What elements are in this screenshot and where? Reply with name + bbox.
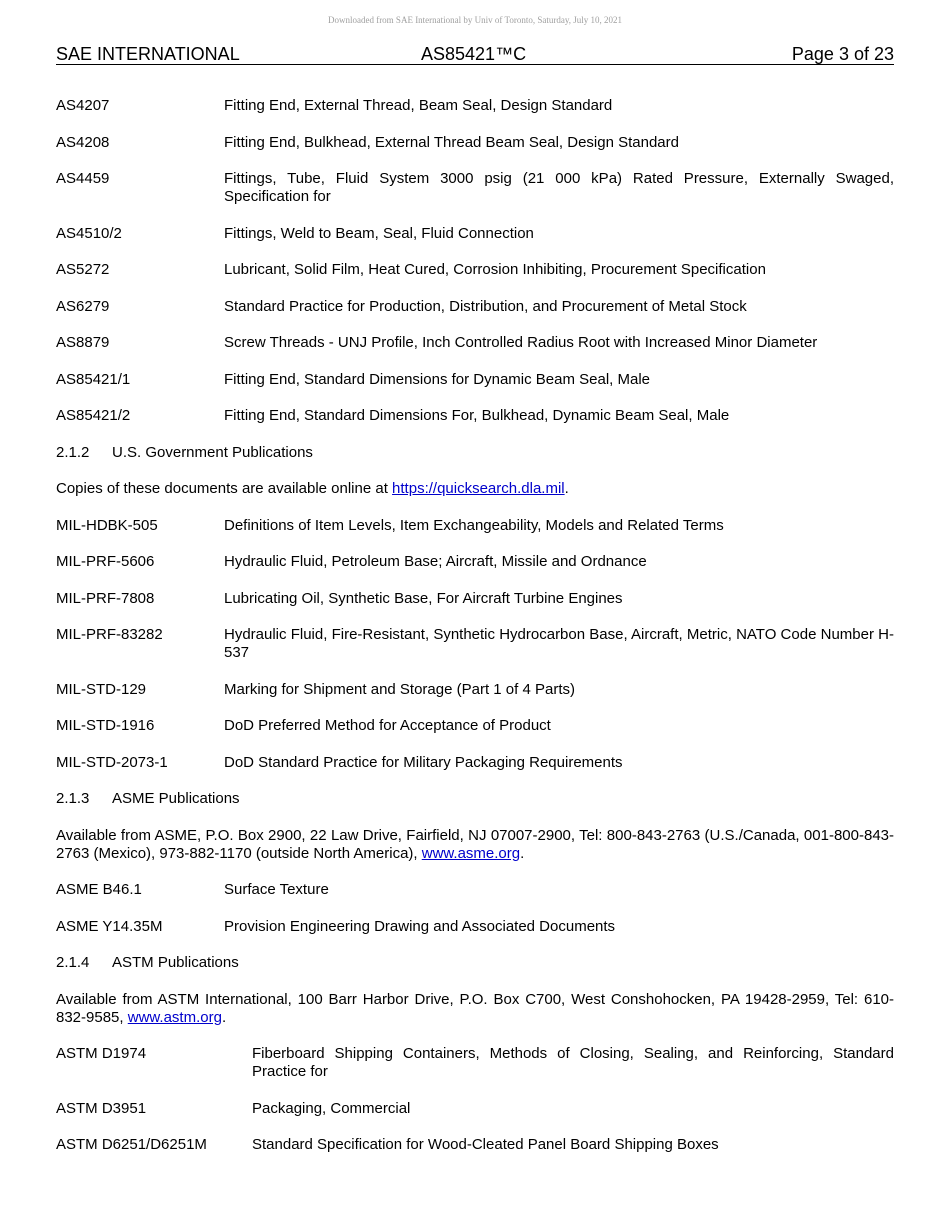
reference-description: DoD Standard Practice for Military Packaging Requirements [224, 753, 623, 771]
intro-text: Copies of these documents are available online at [56, 480, 393, 497]
section-number: 2.1.4 [56, 954, 90, 971]
intro-end: . [221, 1008, 227, 1026]
reference-entry [56, 170, 894, 206]
reference-code: MIL-STD-2073-1 [56, 753, 168, 771]
reference-code: ASME Y14.35M [56, 917, 163, 935]
reference-description: Fiberboard Shipping Containers, Methods of Closing, Sealing, and Reinforcing, Standard Practice for [252, 1045, 894, 1080]
reference-description: Fittings, Tube, Fluid System 3000 psig (21 000 kPa) Rated Pressure, Externally Swaged, Specification for [224, 170, 894, 205]
reference-entry [56, 225, 894, 243]
reference-description: Provision Engineering Drawing and Associated Documents [224, 917, 616, 935]
document-body [56, 97, 894, 1173]
section-title: ASME Publications [112, 790, 240, 807]
reference-entry [56, 681, 894, 699]
reference-entry [56, 1045, 894, 1081]
reference-entry [56, 881, 894, 899]
reference-entry [56, 590, 894, 608]
reference-description: Definitions of Item Levels, Item Exchangeability, Models and Related Terms [224, 516, 724, 534]
section-intro-astm [56, 991, 894, 1027]
reference-code: ASME B46.1 [56, 881, 142, 898]
reference-code: MIL-PRF-83282 [56, 626, 163, 643]
reference-description: Lubricant, Solid Film, Heat Cured, Corrosion Inhibiting, Procurement Specification [224, 261, 766, 278]
asme-link[interactable]: www.asme.org [421, 844, 521, 862]
reference-code: MIL-STD-1916 [56, 717, 155, 734]
reference-description: DoD Preferred Method for Acceptance of Product [224, 717, 551, 734]
header-document-number: AS85421™C [421, 44, 527, 64]
astm-link[interactable]: www.astm.org [127, 1008, 222, 1026]
section-heading-astm [56, 954, 894, 972]
reference-code: ASTM D6251/D6251M [56, 1136, 207, 1153]
header-organization: SAE INTERNATIONAL [56, 44, 240, 64]
reference-entry [56, 918, 894, 936]
intro-text: Available from ASME, P.O. Box 2900, 22 Law Drive, Fairfield, NJ 07007-2900, Tel: 800-843-2763 (U.S./Canada, 001-800-843-2763 (Mexico), 973-882-1170 (outside North America), [56, 826, 894, 862]
quicksearch-link[interactable]: https://quicksearch.dla.mil [392, 480, 565, 497]
reference-entry [56, 298, 894, 316]
reference-description: Screw Threads - UNJ Profile, Inch Controlled Radius Root with Increased Minor Diameter [224, 334, 818, 351]
reference-entry [56, 334, 894, 352]
reference-description: Standard Practice for Production, Distribution, and Procurement of Metal Stock [224, 297, 747, 315]
reference-entry [56, 517, 894, 535]
section-intro-government [56, 480, 894, 498]
header-page-number: Page 3 of 23 [791, 44, 894, 64]
reference-description: Marking for Shipment and Storage (Part 1 of 4 Parts) [224, 680, 575, 698]
reference-code: AS4208 [56, 133, 110, 151]
reference-entry [56, 1136, 894, 1154]
intro-end: . [520, 844, 525, 862]
reference-description: Fitting End, Standard Dimensions For, Bulkhead, Dynamic Beam Seal, Male [224, 407, 730, 424]
section-intro-asme [56, 827, 894, 863]
section-title: U.S. Government Publications [112, 443, 313, 461]
reference-entry [56, 1100, 894, 1118]
page-header [56, 44, 894, 65]
reference-entry [56, 134, 894, 152]
reference-code: AS4510/2 [56, 224, 122, 242]
reference-code: AS85421/2 [56, 407, 131, 424]
section-number: 2.1.2 [56, 443, 90, 461]
section-heading-government [56, 444, 894, 462]
reference-description: Fitting End, External Thread, Beam Seal, Design Standard [224, 97, 613, 114]
reference-code: MIL-PRF-7808 [56, 589, 155, 607]
reference-code: ASTM D3951 [56, 1099, 147, 1117]
reference-description: Fitting End, Standard Dimensions for Dynamic Beam Seal, Male [224, 370, 651, 388]
download-watermark: Downloaded from SAE International by Univ of Toronto, Saturday, July 10, 2021 [327, 15, 623, 25]
reference-entry [56, 261, 894, 279]
reference-description: Lubricating Oil, Synthetic Base, For Aircraft Turbine Engines [224, 589, 623, 607]
reference-description: Standard Specification for Wood-Cleated Panel Board Shipping Boxes [252, 1136, 719, 1153]
reference-code: AS5272 [56, 261, 110, 278]
reference-code: ASTM D1974 [56, 1045, 147, 1062]
reference-code: MIL-PRF-5606 [56, 553, 155, 570]
reference-description: Fittings, Weld to Beam, Seal, Fluid Connection [224, 224, 534, 242]
reference-entry [56, 717, 894, 735]
section-heading-asme [56, 790, 894, 808]
reference-description: Surface Texture [224, 881, 329, 898]
reference-entry [56, 97, 894, 115]
reference-code: MIL-STD-129 [56, 680, 147, 698]
reference-entry [56, 626, 894, 662]
reference-code: MIL-HDBK-505 [56, 516, 158, 534]
reference-description: Hydraulic Fluid, Fire-Resistant, Synthetic Hydrocarbon Base, Aircraft, Metric, NATO Code Number H-537 [224, 626, 894, 661]
reference-entry [56, 371, 894, 389]
reference-code: AS85421/1 [56, 370, 131, 388]
reference-description: Fitting End, Bulkhead, External Thread Beam Seal, Design Standard [224, 133, 679, 151]
section-number: 2.1.3 [56, 790, 90, 807]
section-title: ASTM Publications [112, 954, 239, 971]
reference-entry [56, 553, 894, 571]
reference-description: Hydraulic Fluid, Petroleum Base; Aircraft, Missile and Ordnance [224, 553, 647, 570]
reference-description: Packaging, Commercial [252, 1099, 411, 1117]
intro-end: . [564, 480, 569, 497]
reference-entry [56, 754, 894, 772]
reference-code: AS4207 [56, 97, 110, 114]
reference-code: AS8879 [56, 334, 110, 351]
reference-code: AS4459 [56, 170, 110, 187]
reference-code: AS6279 [56, 297, 110, 315]
reference-entry [56, 407, 894, 425]
intro-text: Available from ASTM International, 100 Barr Harbor Drive, P.O. Box C700, West Conshohocken, PA 19428-2959, Tel: 610-832-9585, [56, 990, 894, 1026]
